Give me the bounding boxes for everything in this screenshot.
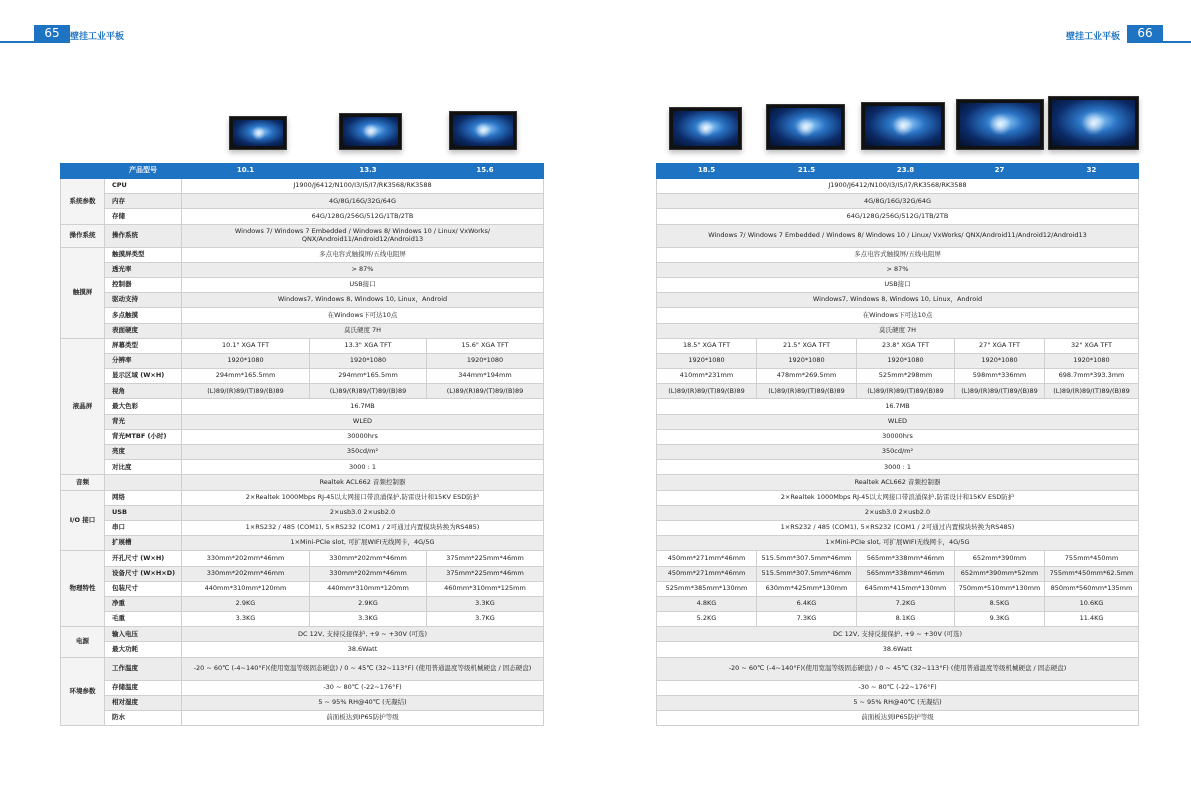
row-label: 最大功耗: [105, 642, 182, 657]
row-label: 串口: [105, 520, 182, 535]
gross-weight-value: 3.3KG: [182, 612, 310, 627]
device-value: 450mm*271mm*46mm: [657, 566, 757, 581]
row-label: 内存: [105, 194, 182, 209]
model-size: 27: [955, 164, 1045, 179]
humidity-value: 5 ~ 95% RH@40℃ (无凝结): [657, 695, 1139, 710]
category-io: I/O 接口: [61, 490, 105, 551]
row-label: 分辨率: [105, 353, 182, 368]
storage-value: 64G/128G/256G/512G/1TB/2TB: [182, 209, 544, 224]
category-environment: 环境参数: [61, 657, 105, 726]
right-page-title: 壁挂工业平板: [1066, 32, 1121, 42]
humidity-value: 5 ~ 95% RH@40℃ (无凝结): [182, 695, 544, 710]
multitouch-value: 在Windows下可达10点: [182, 308, 544, 323]
model-label: 产品型号: [105, 164, 182, 179]
resolution-value: 1920*1080: [657, 353, 757, 368]
row-label: 触摸屏类型: [105, 247, 182, 262]
row-label: 控制器: [105, 277, 182, 292]
resolution-value: 1920*1080: [955, 353, 1045, 368]
cpu-value: J1900/J6412/N100/I3/I5/I7/RK3568/RK3588: [657, 179, 1139, 194]
category-os: 操作系统: [61, 224, 105, 247]
model-size: 23.8: [857, 164, 955, 179]
panel-value: 32" XGA TFT: [1045, 338, 1139, 353]
row-label: 背光MTBF (小时): [105, 429, 182, 444]
model-header-row: [61, 164, 544, 179]
row-label: 屏幕类型: [105, 338, 182, 353]
package-value: 850mm*560mm*135mm: [1045, 581, 1139, 596]
driver-value: Windows7, Windows 8, Windows 10, Linux，Android: [657, 293, 1139, 308]
row-label: 显示区域 (W×H): [105, 369, 182, 384]
row-label: 最大色彩: [105, 399, 182, 414]
model-size: 21.5: [757, 164, 857, 179]
multitouch-value: 在Windows下可达10点: [657, 308, 1139, 323]
memory-value: 4G/8G/16G/32G/64G: [182, 194, 544, 209]
cutout-value: 652mm*390mm: [955, 551, 1045, 566]
colors-value: 16.7MB: [657, 399, 1139, 414]
row-label: 存储温度: [105, 680, 182, 695]
device-value: 330mm*202mm*46mm: [182, 566, 310, 581]
backlight-value: WLED: [182, 414, 544, 429]
area-value: 598mm*336mm: [955, 369, 1045, 384]
left-page-title: 壁挂工业平板: [70, 32, 125, 42]
category-system: 系统参数: [61, 179, 105, 225]
cutout-value: 330mm*202mm*46mm: [310, 551, 427, 566]
op-temp-value: -20 ~ 60℃ (-4~140°F)(使用宽温等级固态硬盘) / 0 ~ 45℃ (32~113°F) (使用普通温度等级机械硬盘 / 固态硬盘): [182, 657, 544, 680]
panel-value: 23.8" XGA TFT: [857, 338, 955, 353]
panel-value: 27" XGA TFT: [955, 338, 1045, 353]
category-power: 电源: [61, 627, 105, 657]
right-page-number: 66: [1127, 25, 1163, 42]
gross-weight-value: 9.3KG: [955, 612, 1045, 627]
row-label: 透光率: [105, 262, 182, 277]
resolution-value: 1920*1080: [857, 353, 955, 368]
storage-temp-value: -30 ~ 80℃ (-22~176°F): [182, 680, 544, 695]
row-label: 开孔尺寸 (W×H): [105, 551, 182, 566]
row-label: 相对湿度: [105, 695, 182, 710]
backlight-value: WLED: [657, 414, 1139, 429]
power-value: 38.6Watt: [657, 642, 1139, 657]
category-audio: 音频: [61, 475, 105, 490]
row-label: 设备尺寸 (W×H×D): [105, 566, 182, 581]
device-value: 755mm*450mm*62.5mm: [1045, 566, 1139, 581]
device-value: 330mm*202mm*46mm: [310, 566, 427, 581]
expansion-value: 1×Mini-PCIe slot, 可扩展WIFI无线网卡，4G/5G: [657, 536, 1139, 551]
audio-value: Realtek ACL662 音频控制器: [182, 475, 544, 490]
device-value: 515.5mm*307.5mm*46mm: [757, 566, 857, 581]
panel-monitor-icon: [669, 107, 742, 150]
package-value: 440mm*310mm*120mm: [182, 581, 310, 596]
protection-value: 前面板达到IP65防护等级: [182, 711, 544, 726]
mtbf-value: 30000hrs: [657, 429, 1139, 444]
gross-weight-value: 11.4KG: [1045, 612, 1139, 627]
storage-temp-value: -30 ~ 80℃ (-22~176°F): [657, 680, 1139, 695]
area-value: 478mm*269.5mm: [757, 369, 857, 384]
row-label: 防水: [105, 711, 182, 726]
resolution-value: 1920*1080: [427, 353, 544, 368]
net-weight-value: 10.6KG: [1045, 596, 1139, 611]
contrast-value: 3000 : 1: [657, 460, 1139, 475]
area-value: 525mm*298mm: [857, 369, 955, 384]
transmittance-value: > 87%: [657, 262, 1139, 277]
panel-monitor-icon: [339, 113, 402, 150]
touch-type-value: 多点电容式触摸屏/五线电阻屏: [182, 247, 544, 262]
model-size: 13.3: [310, 164, 427, 179]
net-weight-value: 8.5KG: [955, 596, 1045, 611]
left-page-number: 65: [34, 25, 70, 42]
angle-value: (L)89/(R)89/(T)89/(B)89: [857, 384, 955, 399]
angle-value: (L)89/(R)89/(T)89/(B)89: [657, 384, 757, 399]
memory-value: 4G/8G/16G/32G/64G: [657, 194, 1139, 209]
angle-value: (L)89/(R)89/(T)89/(B)89: [310, 384, 427, 399]
usb-value: 2×usb3.0 2×usb2.0: [657, 505, 1139, 520]
row-label: USB: [105, 505, 182, 520]
brightness-value: 350cd/m²: [657, 445, 1139, 460]
package-value: 750mm*510mm*130mm: [955, 581, 1045, 596]
hardness-value: 莫氏硬度 7H: [657, 323, 1139, 338]
colors-value: 16.7MB: [182, 399, 544, 414]
controller-value: USB接口: [182, 277, 544, 292]
gross-weight-value: 7.3KG: [757, 612, 857, 627]
device-value: 375mm*225mm*46mm: [427, 566, 544, 581]
resolution-value: 1920*1080: [1045, 353, 1139, 368]
net-weight-value: 4.8KG: [657, 596, 757, 611]
cutout-value: 450mm*271mm*46mm: [657, 551, 757, 566]
transmittance-value: > 87%: [182, 262, 544, 277]
model-header-row: [657, 164, 1139, 179]
cpu-value: J1900/J6412/N100/I3/I5/I7/RK3568/RK3588: [182, 179, 544, 194]
net-weight-value: 3.3KG: [427, 596, 544, 611]
panel-monitor-icon: [861, 102, 945, 150]
left-header-line: [0, 41, 70, 43]
angle-value: (L)89/(R)89/(T)89/(B)89: [955, 384, 1045, 399]
device-value: 565mm*338mm*46mm: [857, 566, 955, 581]
row-label: 驱动支持: [105, 293, 182, 308]
panel-value: 10.1" XGA TFT: [182, 338, 310, 353]
area-value: 344mm*194mm: [427, 369, 544, 384]
package-value: 525mm*385mm*130mm: [657, 581, 757, 596]
device-value: 652mm*390mm*52mm: [955, 566, 1045, 581]
row-label: 对比度: [105, 460, 182, 475]
cutout-value: 755mm*450mm: [1045, 551, 1139, 566]
row-label: 亮度: [105, 445, 182, 460]
cutout-value: 565mm*338mm*46mm: [857, 551, 955, 566]
panel-monitor-icon: [449, 111, 517, 150]
row-label: 网络: [105, 490, 182, 505]
net-weight-value: 7.2KG: [857, 596, 955, 611]
panel-monitor-icon: [1048, 96, 1139, 150]
mtbf-value: 30000hrs: [182, 429, 544, 444]
os-value: Windows 7/ Windows 7 Embedded / Windows 8/ Windows 10 / Linux/ VxWorks/ QNX/Android11/Android12/Android13: [182, 224, 544, 247]
panel-value: 21.5" XGA TFT: [757, 338, 857, 353]
model-size: 18.5: [657, 164, 757, 179]
resolution-value: 1920*1080: [182, 353, 310, 368]
net-weight-value: 6.4KG: [757, 596, 857, 611]
cutout-value: 330mm*202mm*46mm: [182, 551, 310, 566]
os-value: Windows 7/ Windows 7 Embedded / Windows 8/ Windows 10 / Linux/ VxWorks/ QNX/Android11/Android12/Android13: [657, 224, 1139, 247]
package-value: 460mm*310mm*125mm: [427, 581, 544, 596]
model-size: 10.1: [182, 164, 310, 179]
model-size: 32: [1045, 164, 1139, 179]
audio-value: Realtek ACL662 音频控制器: [657, 475, 1139, 490]
brightness-value: 350cd/m²: [182, 445, 544, 460]
expansion-value: 1×Mini-PCIe slot, 可扩展WIFI无线网卡，4G/5G: [182, 536, 544, 551]
resolution-value: 1920*1080: [757, 353, 857, 368]
row-label: 毛重: [105, 612, 182, 627]
panel-value: 15.6" XGA TFT: [427, 338, 544, 353]
gross-weight-value: 3.7KG: [427, 612, 544, 627]
touch-type-value: 多点电容式触摸屏/五线电阻屏: [657, 247, 1139, 262]
row-label: 包装尺寸: [105, 581, 182, 596]
category-touch: 触摸屏: [61, 247, 105, 338]
row-label: 净重: [105, 596, 182, 611]
protection-value: 前面板达到IP65防护等级: [657, 711, 1139, 726]
contrast-value: 3000 : 1: [182, 460, 544, 475]
power-value: 38.6Watt: [182, 642, 544, 657]
area-value: 410mm*231mm: [657, 369, 757, 384]
driver-value: Windows7, Windows 8, Windows 10, Linux，Android: [182, 293, 544, 308]
row-label: 操作系统: [105, 224, 182, 247]
cutout-value: 515.5mm*307.5mm*46mm: [757, 551, 857, 566]
panel-value: 18.5" XGA TFT: [657, 338, 757, 353]
row-label: 扩展槽: [105, 536, 182, 551]
gross-weight-value: 5.2KG: [657, 612, 757, 627]
left-spec-table: [60, 163, 544, 726]
row-label: 背光: [105, 414, 182, 429]
usb-value: 2×usb3.0 2×usb2.0: [182, 505, 544, 520]
area-value: 294mm*165.5mm: [310, 369, 427, 384]
serial-value: 1×RS232 / 485 (COM1), 5×RS232 (COM1 / 2可通过内置模块转换为RS485): [182, 520, 544, 535]
row-label: 多点触摸: [105, 308, 182, 323]
gross-weight-value: 8.1KG: [857, 612, 955, 627]
category-lcd: 液晶屏: [61, 338, 105, 475]
category-physical: 物理特性: [61, 551, 105, 627]
package-value: 645mm*415mm*130mm: [857, 581, 955, 596]
row-label: 视角: [105, 384, 182, 399]
row-label: 输入电压: [105, 627, 182, 642]
network-value: 2×Realtek 1000Mbps RJ-45以太网接口带浪涌保护,防雷设计和15KV ESD防护: [182, 490, 544, 505]
voltage-value: DC 12V, 支持反接保护, +9 ~ +30V (可选): [657, 627, 1139, 642]
storage-value: 64G/128G/256G/512G/1TB/2TB: [657, 209, 1139, 224]
right-header-line: [1127, 41, 1191, 43]
gross-weight-value: 3.3KG: [310, 612, 427, 627]
angle-value: (L)89/(R)89/(T)89/(B)89: [427, 384, 544, 399]
network-value: 2×Realtek 1000Mbps RJ-45以太网接口带浪涌保护,防雷设计和15KV ESD防护: [657, 490, 1139, 505]
row-label: 存储: [105, 209, 182, 224]
row-label: 工作温度: [105, 657, 182, 680]
cutout-value: 375mm*225mm*46mm: [427, 551, 544, 566]
panel-monitor-icon: [229, 116, 287, 150]
right-spec-table: [656, 163, 1139, 726]
voltage-value: DC 12V, 支持反接保护, +9 ~ +30V (可选): [182, 627, 544, 642]
package-value: 630mm*425mm*130mm: [757, 581, 857, 596]
panel-monitor-icon: [766, 104, 845, 150]
serial-value: 1×RS232 / 485 (COM1), 5×RS232 (COM1 / 2可通过内置模块转换为RS485): [657, 520, 1139, 535]
package-value: 440mm*310mm*120mm: [310, 581, 427, 596]
controller-value: USB接口: [657, 277, 1139, 292]
resolution-value: 1920*1080: [310, 353, 427, 368]
net-weight-value: 2.9KG: [310, 596, 427, 611]
op-temp-value: -20 ~ 60℃ (-4~140°F)(使用宽温等级固态硬盘) / 0 ~ 45℃ (32~113°F) (使用普通温度等级机械硬盘 / 固态硬盘): [657, 657, 1139, 680]
hardness-value: 莫氏硬度 7H: [182, 323, 544, 338]
area-value: 698.7mm*393.3mm: [1045, 369, 1139, 384]
angle-value: (L)89/(R)89/(T)89/(B)89: [182, 384, 310, 399]
net-weight-value: 2.9KG: [182, 596, 310, 611]
angle-value: (L)89/(R)89/(T)89/(B)89: [757, 384, 857, 399]
area-value: 294mm*165.5mm: [182, 369, 310, 384]
panel-monitor-icon: [956, 99, 1044, 150]
model-size: 15.6: [427, 164, 544, 179]
panel-value: 13.3" XGA TFT: [310, 338, 427, 353]
row-label: CPU: [105, 179, 182, 194]
angle-value: (L)89/(R)89/(T)89/(B)89: [1045, 384, 1139, 399]
row-label: 表面硬度: [105, 323, 182, 338]
